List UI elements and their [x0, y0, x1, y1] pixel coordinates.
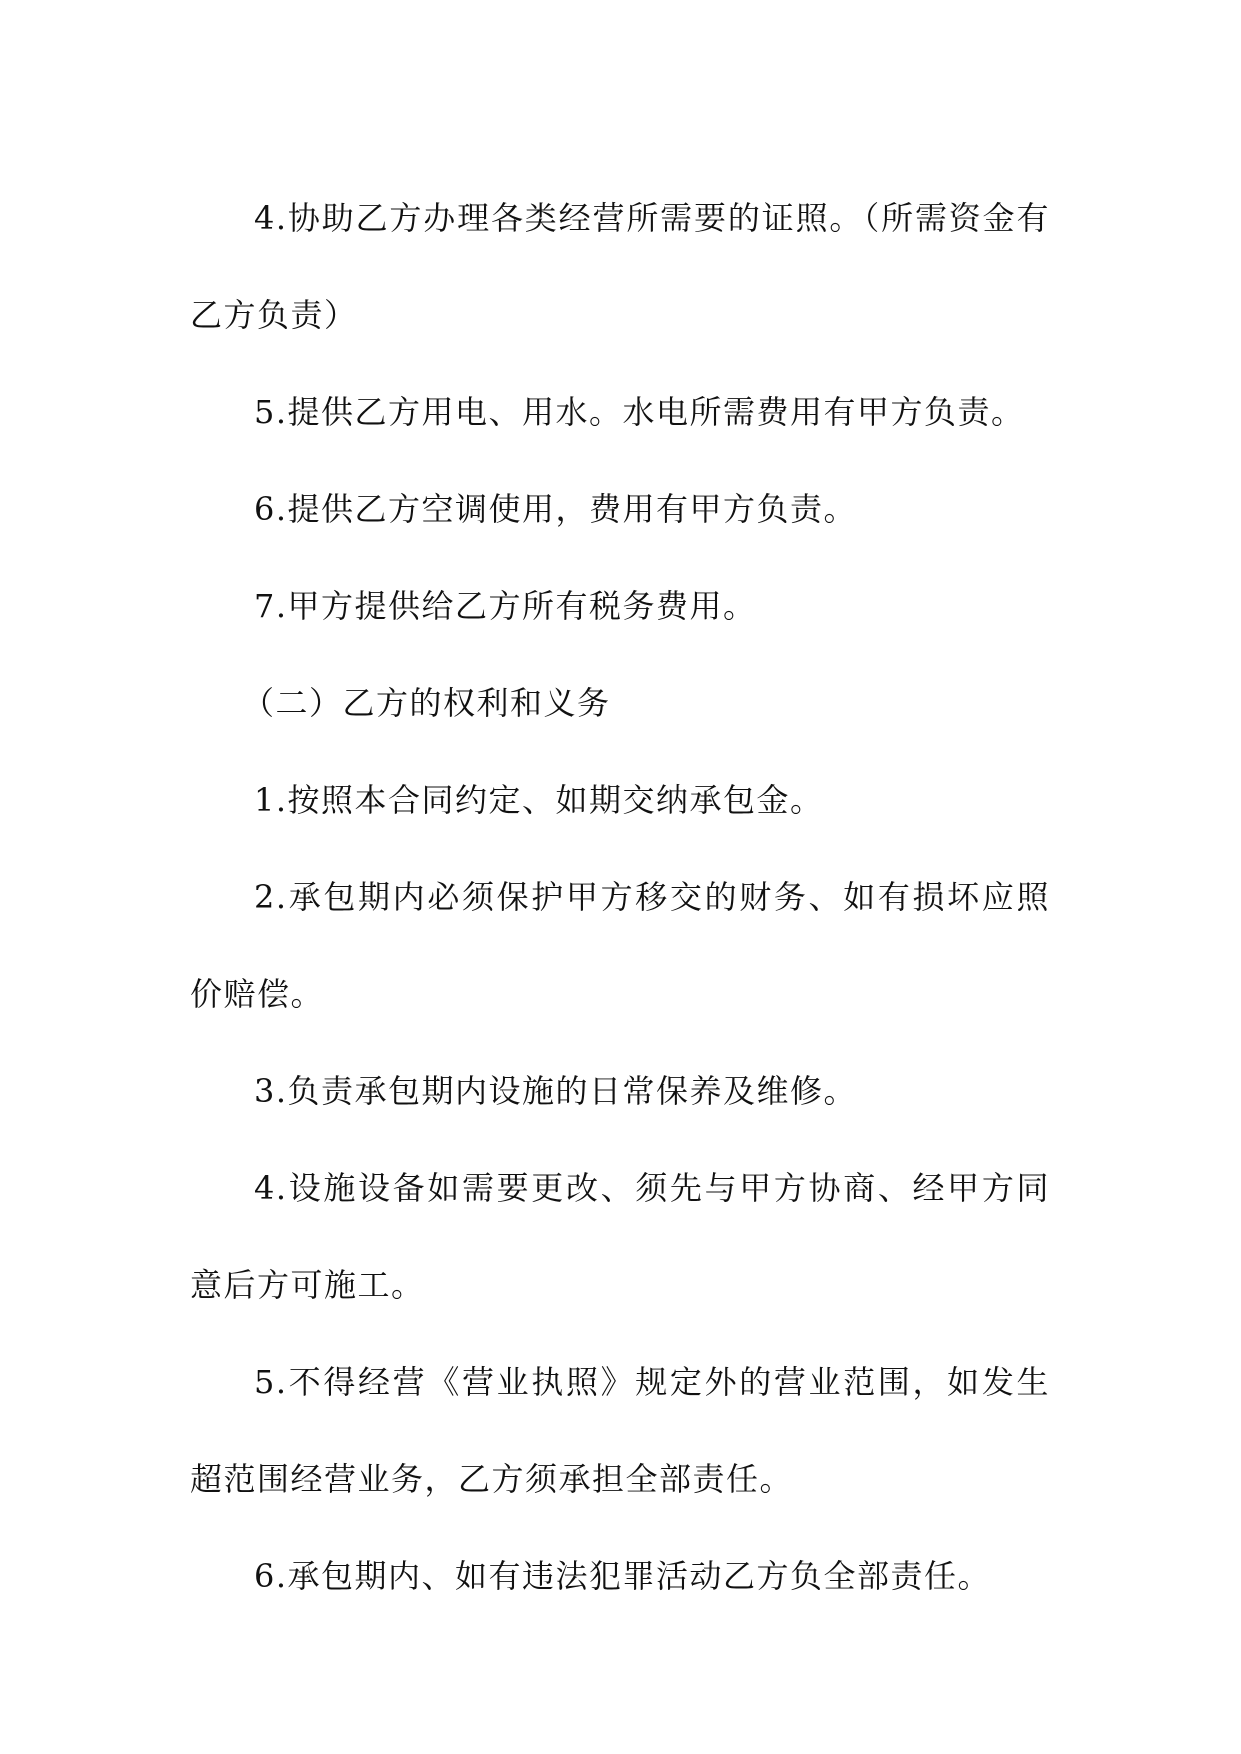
paragraph-clause-b1: 1.按照本合同约定、如期交纳承包金。	[254, 781, 824, 819]
document-body	[190, 170, 1050, 1625]
paragraph-clause-b4: 4.设施设备如需要更改、须先与甲方协商、经甲方同意后方可施工。	[190, 1169, 1050, 1304]
paragraph-clause-b3: 3.负责承包期内设施的日常保养及维修。	[254, 1072, 858, 1110]
paragraph-clause-a6: 6.提供乙方空调使用，费用有甲方负责。	[254, 490, 858, 528]
paragraph-clause-b2: 2.承包期内必须保护甲方移交的财务、如有损坏应照价赔偿。	[190, 878, 1050, 1013]
paragraph-clause-b5: 5.不得经营《营业执照》规定外的营业范围，如发生超范围经营业务，乙方须承担全部责任。	[190, 1363, 1050, 1498]
paragraph-clause-b6: 6.承包期内、如有违法犯罪活动乙方负全部责任。	[254, 1557, 992, 1595]
paragraph-clause-a4: 4.协助乙方办理各类经营所需要的证照。（所需资金有乙方负责）	[190, 199, 1050, 334]
paragraph-clause-a5: 5.提供乙方用电、用水。水电所需费用有甲方负责。	[254, 393, 1025, 431]
paragraph-clause-a7: 7.甲方提供给乙方所有税务费用。	[254, 587, 757, 625]
section-heading-party-b: （二）乙方的权利和义务	[242, 684, 611, 722]
